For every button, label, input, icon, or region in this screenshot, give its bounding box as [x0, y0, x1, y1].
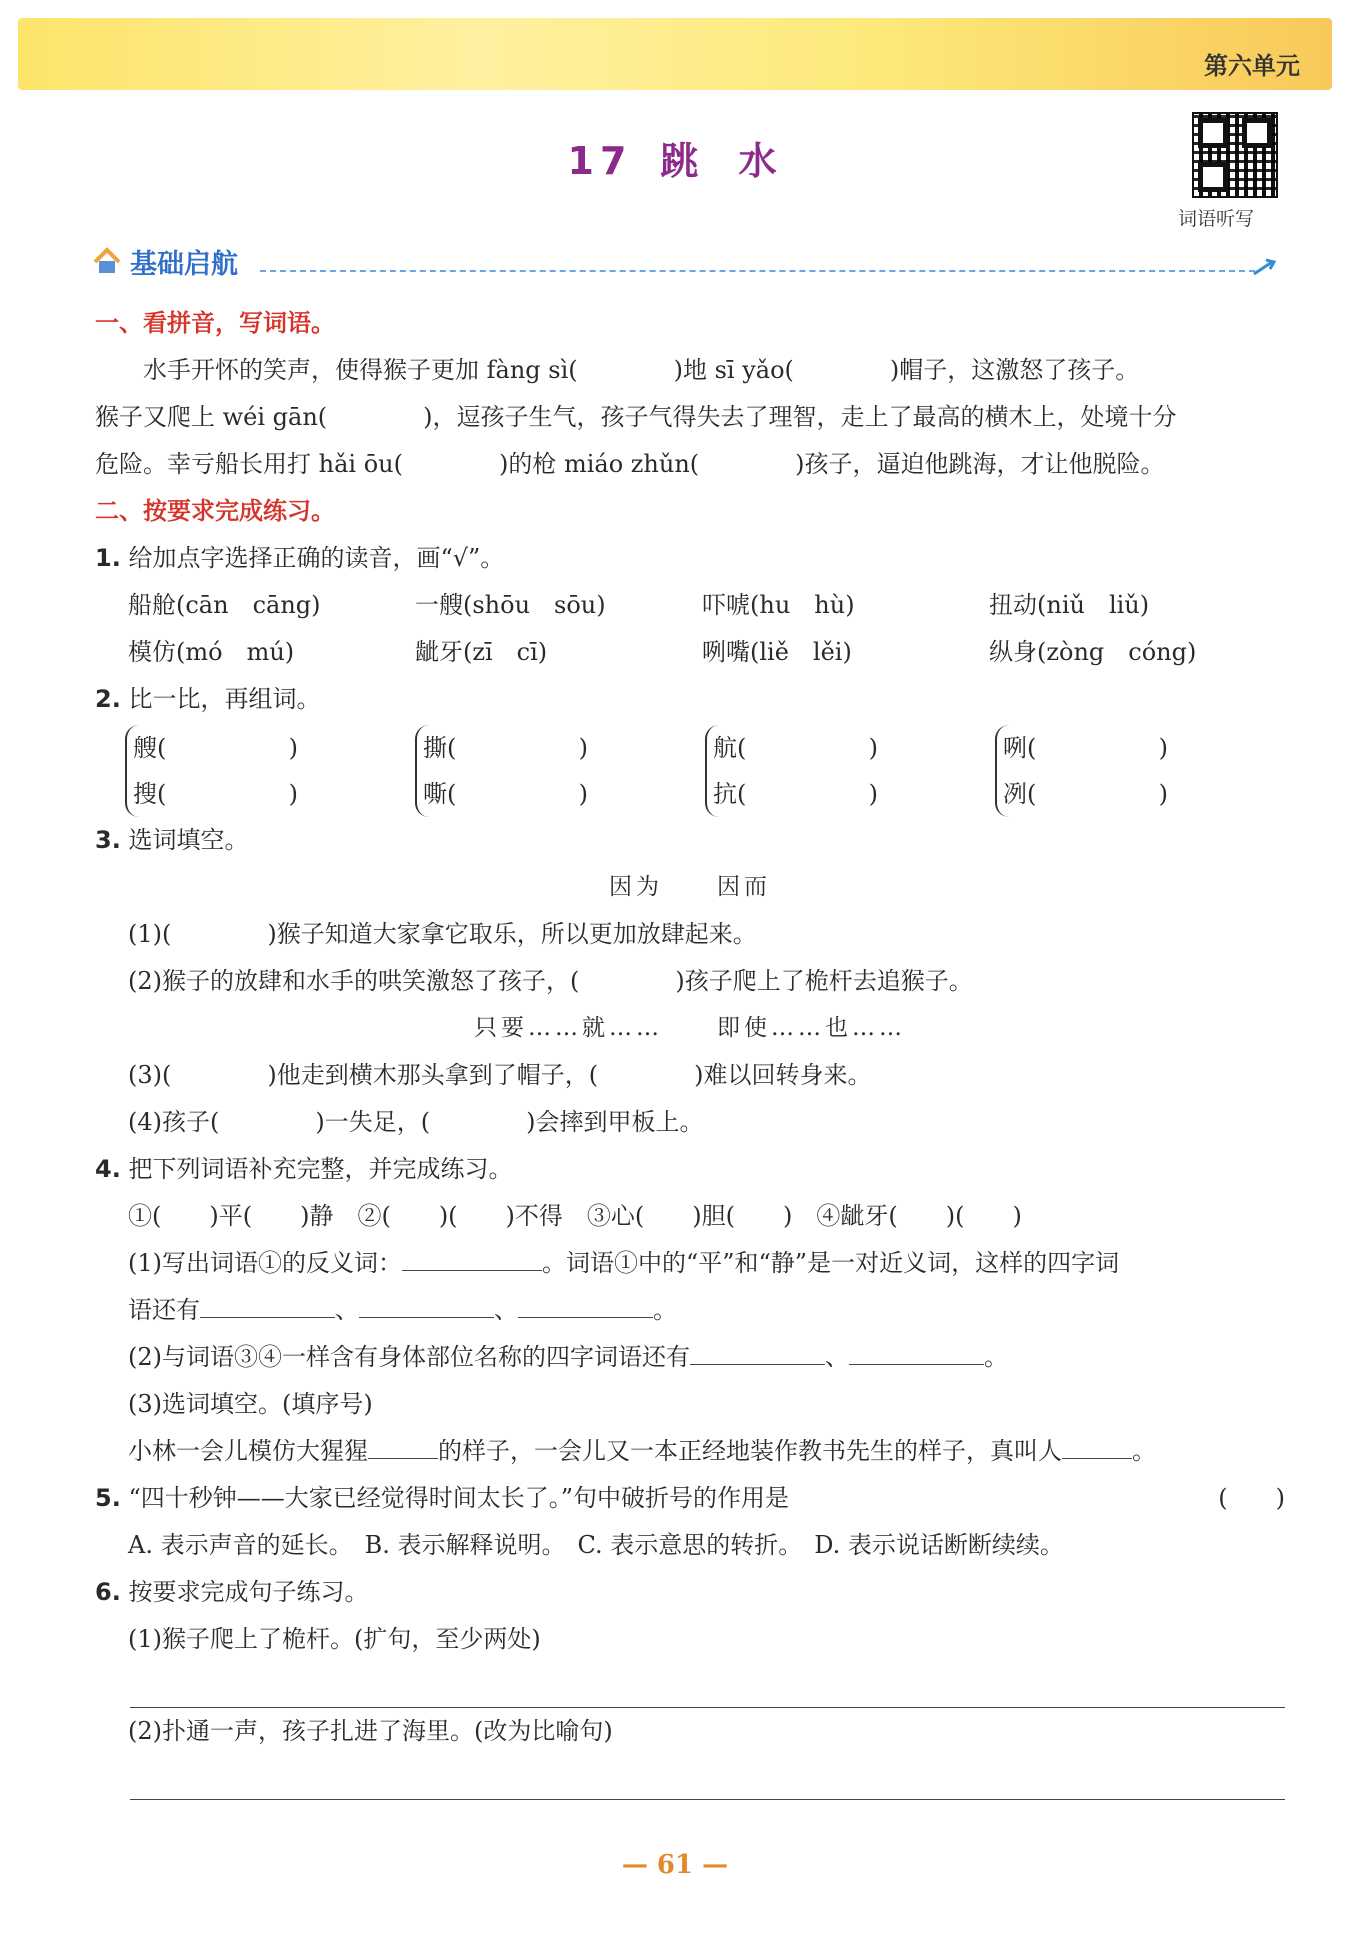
reading-option[interactable]: 船舱(cān cāng): [128, 591, 321, 619]
q4-sub3: (3)选词填空。(填序号): [128, 1390, 373, 1418]
reading-option[interactable]: 咧嘴(liě lěi): [702, 638, 852, 666]
unit-tag: 第六单元: [1204, 52, 1300, 80]
q5-options[interactable]: A. 表示声音的延长。 B. 表示解释说明。 C. 表示意思的转折。 D. 表示说话断断续续。: [128, 1531, 1064, 1559]
top-banner: [18, 18, 1332, 90]
section-label: 基础启航: [130, 248, 238, 280]
compare-pair[interactable]: 撕( ) 嘶( ): [415, 725, 705, 817]
exercise-content: [95, 300, 1285, 1800]
answer-line[interactable]: [130, 1663, 1285, 1708]
question-6: 6. 按要求完成句子练习。: [95, 1578, 369, 1606]
pinyin-line: 危险。幸亏船长用打 hǎi ōu( )的枪 miáo zhǔn( )孩子，逼迫他跳海，才让他脱险。: [95, 450, 1165, 478]
question-2: 2. 比一比，再组词。: [95, 685, 321, 713]
word-choices: 因为 因而: [609, 874, 771, 900]
arrow-icon: [1252, 254, 1278, 280]
reading-option[interactable]: 模仿(mó mú): [128, 638, 295, 666]
answer-blank[interactable]: [518, 1291, 653, 1318]
pinyin-line: 猴子又爬上 wéi gān( )，逗孩子生气，孩子气得失去了理智，走上了最高的横木上，处境十分: [95, 403, 1177, 431]
house-icon: [92, 246, 122, 276]
idiom-blanks[interactable]: ①( )平( )静 ②( )( )不得 ③心( )胆( ) ④龇牙( )( ): [128, 1202, 1022, 1230]
reading-row: [95, 582, 1285, 629]
word-choices: 只要……就…… 即使……也……: [474, 1015, 906, 1041]
fill-sentence[interactable]: (2)猴子的放肆和水手的哄笑激怒了孩子，( )孩子爬上了桅杆去追猴子。: [128, 967, 973, 995]
q6-sub1: (1)猴子爬上了桅杆。(扩句，至少两处): [128, 1625, 541, 1653]
section-divider: [260, 270, 1255, 272]
qr-label: 词语听写: [1178, 208, 1255, 230]
q4-sub2: (2)与词语③④一样含有身体部位名称的四字词语还有 、 。: [95, 1334, 1285, 1381]
part2-heading: 二、按要求完成练习。: [95, 497, 335, 525]
question-5: 5. “四十秒钟——大家已经觉得时间太长了。”句中破折号的作用是 ( ): [95, 1475, 1285, 1522]
reading-option[interactable]: 龇牙(zī cī): [415, 638, 548, 666]
qr-code-icon[interactable]: [1192, 112, 1278, 198]
answer-blank[interactable]: [368, 1432, 438, 1459]
lesson-number: 17: [567, 139, 633, 183]
reading-row: [95, 629, 1285, 676]
part1-heading: 一、看拼音，写词语。: [95, 309, 335, 337]
title-char-1: 跳: [660, 139, 705, 183]
q4-sub1-cont: 语还有 、 、 。: [95, 1287, 1285, 1334]
answer-blank[interactable]: [359, 1291, 494, 1318]
answer-blank[interactable]: [690, 1338, 825, 1365]
reading-option[interactable]: 扭动(niǔ liǔ): [989, 591, 1150, 619]
section-heading: [92, 243, 238, 279]
answer-blank[interactable]: [402, 1244, 542, 1271]
q4-sub4: 小林一会儿模仿大猩猩 的样子，一会儿又一本正经地装作教书先生的样子，真叫人 。: [95, 1428, 1285, 1475]
answer-paren[interactable]: ( ): [1218, 1484, 1285, 1512]
answer-blank[interactable]: [200, 1291, 335, 1318]
fill-sentence[interactable]: (4)孩子( )一失足，( )会摔到甲板上。: [128, 1108, 704, 1136]
reading-option[interactable]: 一艘(shōu sōu): [415, 591, 606, 619]
page-number: — 61 —: [621, 1850, 729, 1880]
compare-pair[interactable]: 咧( ) 冽( ): [995, 725, 1285, 817]
q6-sub2: (2)扑通一声，孩子扎进了海里。(改为比喻句): [128, 1717, 613, 1745]
page-title: [0, 130, 1350, 185]
fill-sentence[interactable]: (3)( )他走到横木那头拿到了帽子，( )难以回转身来。: [128, 1061, 872, 1089]
title-char-2: 水: [738, 139, 783, 183]
answer-blank[interactable]: [1062, 1432, 1132, 1459]
reading-option[interactable]: 吓唬(hu hù): [702, 591, 855, 619]
question-3: 3. 选词填空。: [95, 826, 249, 854]
compare-pair[interactable]: 艘( ) 搜( ): [125, 725, 415, 817]
compare-pairs: [95, 725, 1285, 817]
answer-line[interactable]: [130, 1755, 1285, 1800]
reading-option[interactable]: 纵身(zòng cóng): [989, 638, 1197, 666]
q4-sub1: (1)写出词语①的反义词： 。词语①中的“平”和“静”是一对近义词，这样的四字词: [95, 1240, 1285, 1287]
fill-sentence[interactable]: (1)( )猴子知道大家拿它取乐，所以更加放肆起来。: [128, 920, 757, 948]
pinyin-line: 水手开怀的笑声，使得猴子更加 fàng sì( )地 sī yǎo( )帽子，这激怒了孩子。: [143, 356, 1140, 384]
question-4: 4. 把下列词语补充完整，并完成练习。: [95, 1155, 513, 1183]
answer-blank[interactable]: [849, 1338, 984, 1365]
compare-pair[interactable]: 航( ) 抗( ): [705, 725, 995, 817]
question-1: 1. 给加点字选择正确的读音，画“√”。: [95, 544, 505, 572]
